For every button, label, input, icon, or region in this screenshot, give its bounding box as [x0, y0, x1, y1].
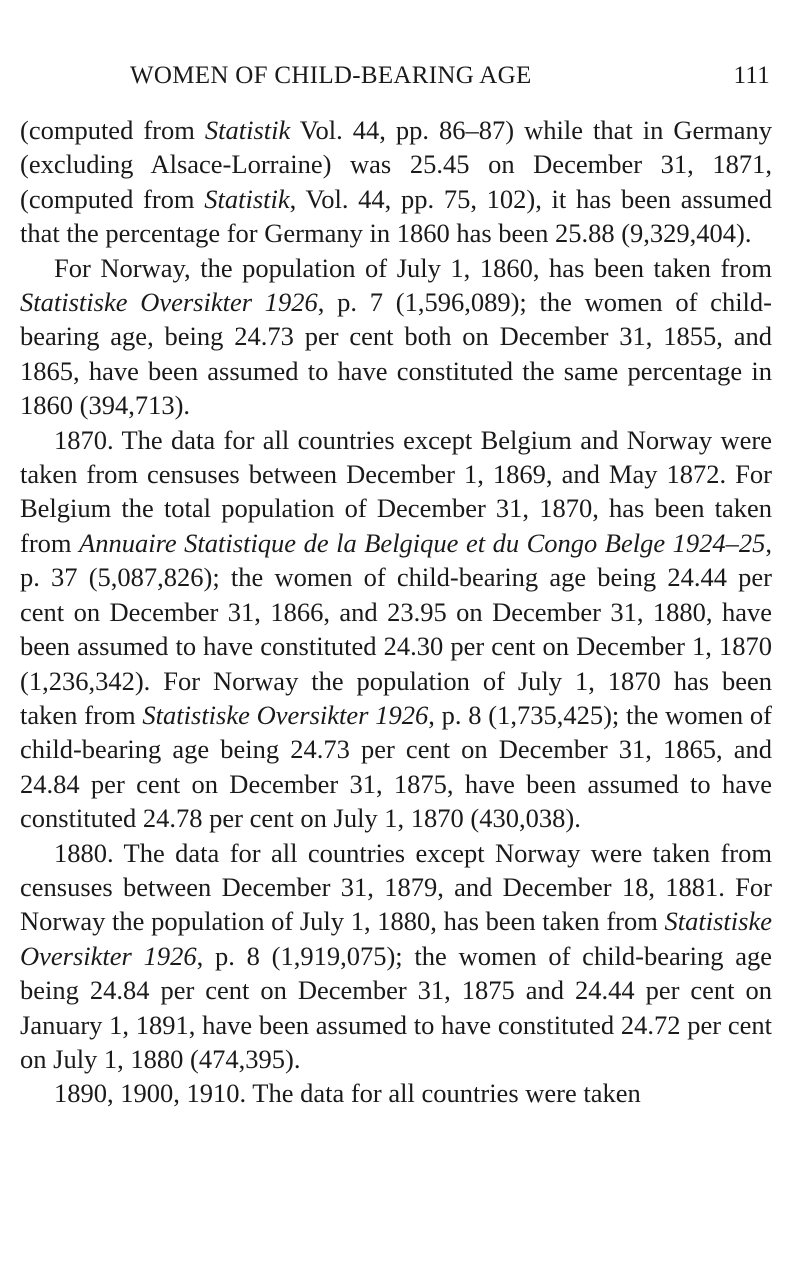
italic-title: Statistiske Oversikter 1926 [20, 906, 772, 971]
paragraph [20, 113, 772, 251]
text-run: , p. 8 (1,735,425); the women of child-bearing age being 24.73 per cent on December 31, 1865, and 24.84 per cent on December 31, 1875, have been assumed to have constituted 24.78 per cent on July 1, 1870 (430,038). [20, 699, 773, 834]
text-run: , p. 37 (5,087,826); the women of child-bearing age being 24.44 per cent on December 31, 1866, and 23.95 on December 31, 1880, have been assumed to have constituted 24.30 per cent on December 1, 1870 (1,236,342). For Norway the population of July 1, 1870 has been taken from [20, 527, 772, 730]
paragraph [20, 1076, 772, 1110]
paragraph [20, 251, 772, 423]
italic-title: Annuaire Statistique de la Belgique et du Congo Belge 1924–25 [79, 527, 766, 558]
text-run: 1870. The data for all countries except Belgium and Norway were taken from censuses between December 1, 1869, and May 1872. For Belgium the total population of December 31, 1870, has been taken from [20, 424, 772, 558]
italic-title: Statistiske Oversikter 1926 [20, 287, 318, 318]
text-run: (computed from [20, 115, 205, 145]
text-run: 1890, 1900, 1910. The data for all countries were taken [54, 1078, 641, 1109]
italic-title: Statistik [204, 183, 290, 214]
running-title: WOMEN OF CHILD-BEARING AGE [130, 62, 532, 89]
text-run: 1880. The data for all countries except Norway were taken from censuses between December 31, 1879, and December 18, 1881. For Norway the population of July 1, 1880, has been taken from [20, 837, 772, 937]
paragraph [20, 423, 772, 836]
text-run: Vol. 44, pp. 86–87) while that in Germany (excluding Alsace-Lorraine) was 25.45 on December 31, 1871, (computed from [20, 115, 772, 214]
text-run: , Vol. 44, pp. 75, 102), it has been assumed that the percentage for Germany in 1860 has been 25.88 (9,329,404). [20, 183, 772, 249]
page-number: 111 [733, 62, 770, 89]
text-run: , p. 7 (1,596,089); the women of child-bearing age, being 24.73 per cent both on December 31, 1855, and 1865, have been assumed to have constituted the same percentage in 1860 (394,713). [20, 287, 772, 421]
running-header [98, 62, 770, 94]
italic-title: Statistik [204, 115, 291, 145]
text-run: , p. 8 (1,919,075); the women of child-bearing age being 24.84 per cent on December 31, 1875 and 24.44 per cent on January 1, 1891, have been assumed to have constituted 24.72 per cent on July 1, 1880 (474,395). [20, 940, 772, 1074]
body-text [20, 113, 772, 1111]
italic-title: Statistiske Oversikter 1926 [142, 699, 429, 730]
text-run: For Norway, the population of July 1, 1860, has been taken from [54, 252, 772, 283]
paragraph [20, 836, 772, 1077]
